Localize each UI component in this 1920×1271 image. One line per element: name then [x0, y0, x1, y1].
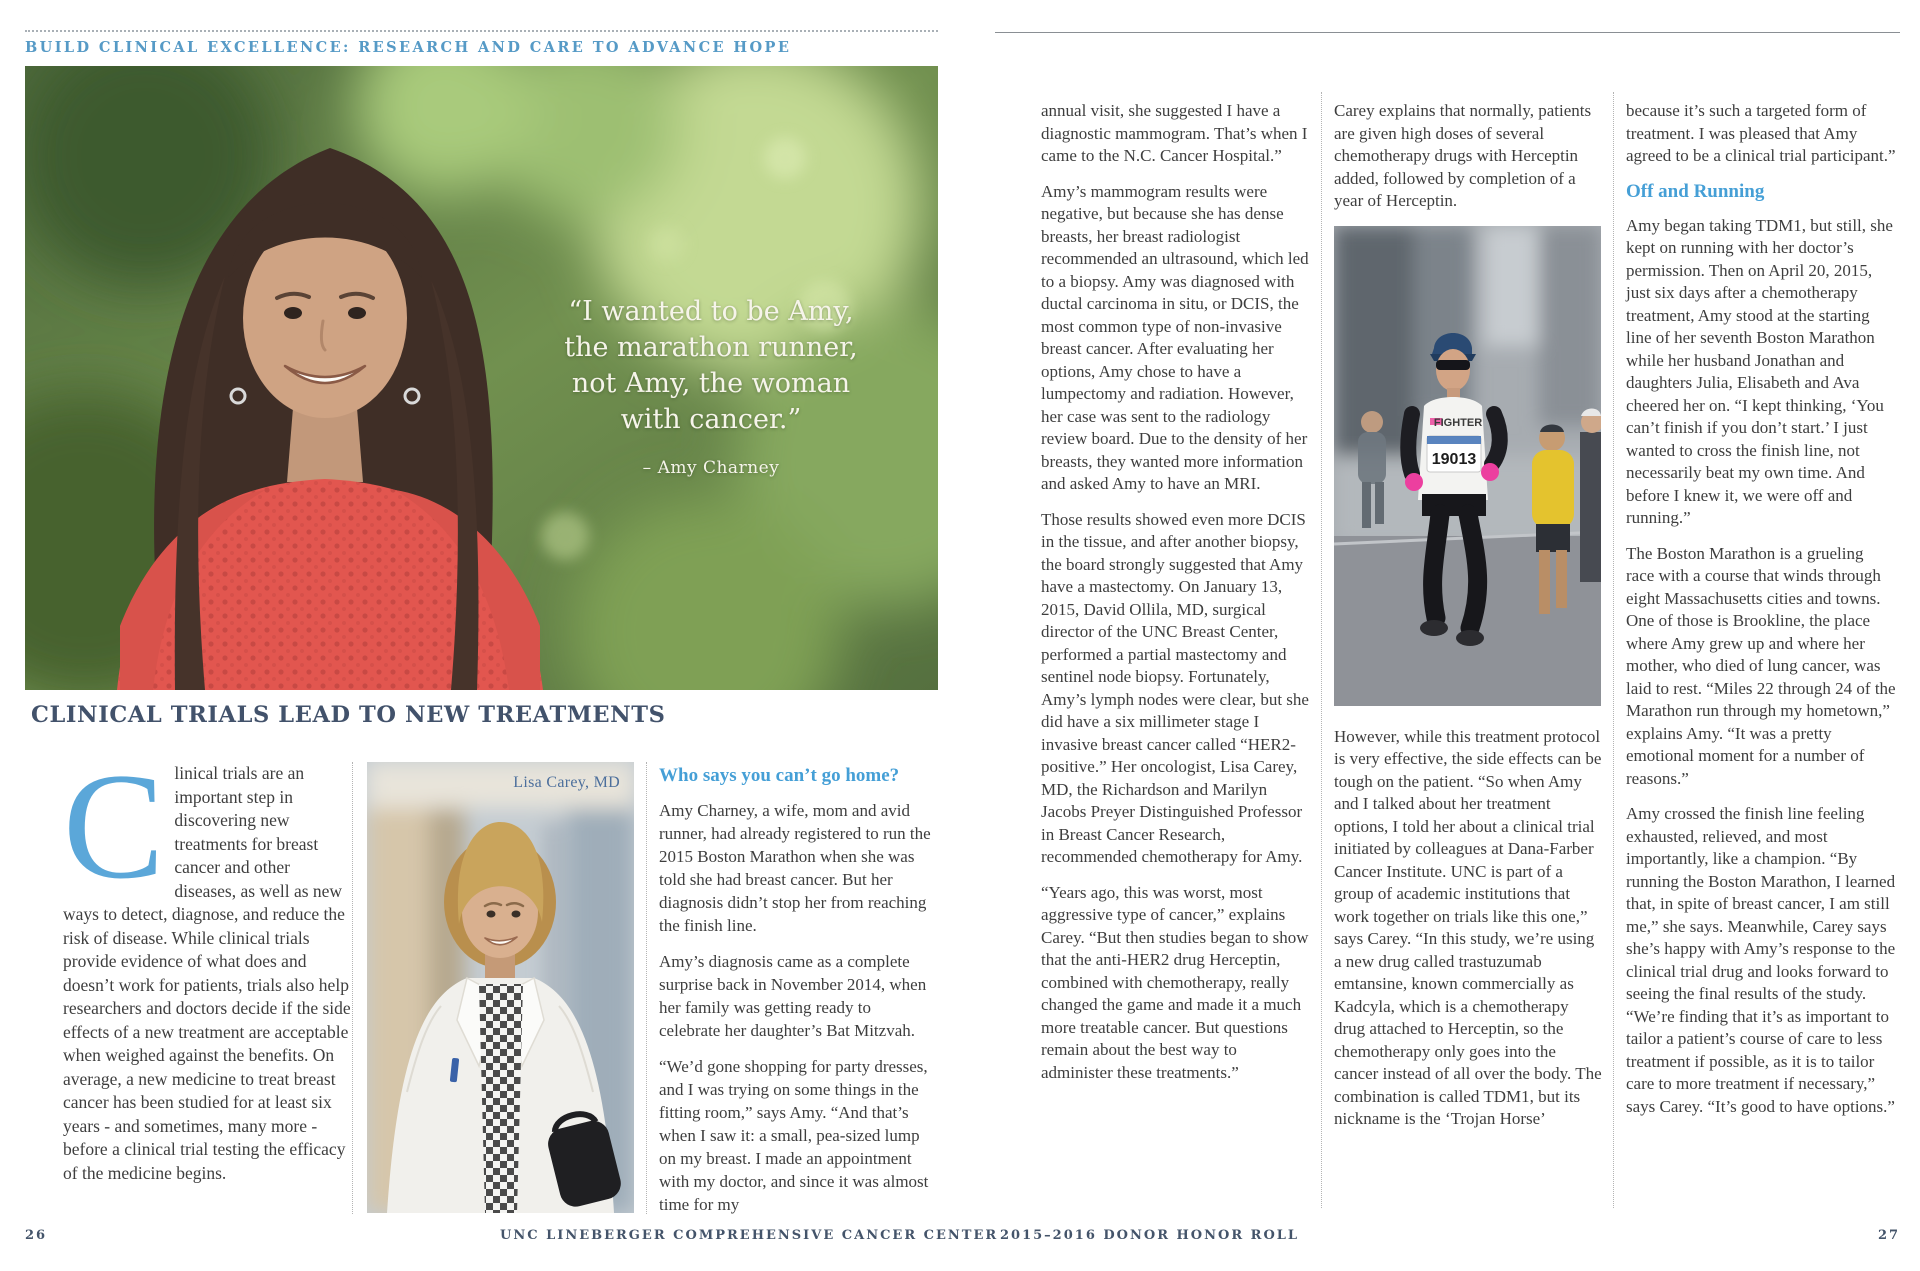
- body-paragraph: Amy Charney, a wife, mom and avid runner, had already registered to run the 2015 Boston Marathon when she was told she had breast cancer. But her diagnosis didn’t stop her from reaching the finish line.: [659, 801, 931, 935]
- column-divider: [646, 762, 647, 1214]
- section-eyebrow: BUILD CLINICAL EXCELLENCE: RESEARCH AND CARE TO ADVANCE HOPE: [25, 39, 792, 56]
- body-paragraph: However, while this treatment protocol is very effective, the side effects can be tough on the patient. “So when Amy and I talked about her treatment options, I told her about a clinical trial initiated by colleagues at Dana-Farber Cancer Institute. UNC is part of a group of academic institutions that work together on trials like this one,” says Carey. “In this study, we’re using a new drug called trastuzumab emtansine, known commercially as Kadcyla, which is a chemotherapy drug attached to Herceptin, so the chemotherapy only goes into the cancer instead of all over the body. The combination is called TDM1, but its nickname is the ‘Trojan Horse’: [1334, 726, 1602, 1128]
- quote-attribution: – Amy Charney: [642, 458, 780, 478]
- body-paragraph: The Boston Marathon is a grueling race with a course that winds through eight Massachusetts cities and towns. One of those is Brookline, the place where Amy grew up and where her mother, who died of lung cancer, was laid to rest. “Miles 22 through 24 of the Marathon run through my hometown,” explains Amy. “It was a pretty emotional moment for a number of reasons.”: [1626, 543, 1896, 788]
- carey-photo-illustration: [367, 762, 634, 1213]
- right-column-2: [1334, 100, 1602, 1144]
- body-paragraph: “Years ago, this was worst, most aggressive type of cancer,” explains Carey. “But then studies began to show that the anti-HER2 drug Herceptin, combined with chemotherapy, really changed the game and made it a much more treatable cancer. But questions remain about the best way to administer these treatments.”: [1041, 882, 1309, 1082]
- column-divider: [1321, 92, 1322, 1208]
- shirt-text: FIGHTER: [1433, 416, 1483, 429]
- quote-line: with cancer.”: [620, 404, 802, 435]
- intro-text: linical trials are an important step in discovering new treatments for breast cancer and other diseases, as well as new ways to detect, diagnose, and reduce the risk of disease. While clinical trials provide evidence of what does and doesn’t work for patients, trials also help researchers and doctors decide if the side effects of a new treatment are acceptable when weighed against the benefits. On average, a new medicine to treat breast cancer has been studied for at least six years - and sometimes, many more - before a clinical trial testing the efficacy of the medicine begins.: [63, 763, 351, 1183]
- body-paragraph: Amy began taking TDM1, but still, she kept on running with her doctor’s permission. Then on April 20, 2015, just six days after a chemotherapy treatment, Amy stood at the starting line of her seventh Boston Marathon while her husband Jonathan and daughters Julia, Elisabeth and Ava cheered her on. “I kept thinking, ‘You can’t finish if you don’t start.’ I just wanted to cross the finish line, not necessarily beat my own time. And before I knew it, we were off and running.”: [1626, 215, 1893, 527]
- body-paragraph: Amy crossed the finish line feeling exhausted, relieved, and most importantly, like a champion. “By running the Boston Marathon, I learned that, in spite of breast cancer, I am still me,” she says. Meanwhile, Carey says she’s happy with Amy’s response to the clinical trial drug and looks forward to seeing the final results of the study. “We’re finding that it’s as important to tailor a patient’s course of care to less treatment if possible, as it is to tailor care to more treatment if necessary,” says Carey. “It’s good to have options.”: [1626, 804, 1896, 1116]
- marathon-photo: [1334, 226, 1601, 706]
- article-headline: CLINICAL TRIALS LEAD TO NEW TREATMENTS: [31, 702, 666, 728]
- race-bib: [1427, 436, 1481, 472]
- pink-glove: [1481, 463, 1499, 481]
- hero-photo: [25, 66, 938, 690]
- home-subhead: Who says you can’t go home?: [659, 765, 900, 786]
- edge-runner: [1580, 408, 1601, 582]
- intro-paragraph: [63, 742, 351, 1185]
- footer-page-number-left: 26: [25, 1228, 48, 1243]
- marathon-photo-illustration: [1334, 226, 1601, 706]
- footer-edition: 2015–2016 DONOR HONOR ROLL: [1000, 1228, 1300, 1243]
- body-paragraph: Amy’s mammogram results were negative, but because she has dense breasts, her breast radiologist recommended an ultrasound, which led to a biopsy. Amy was diagnosed with ductal carcinoma in situ, or DCIS, the most common type of non-invasive breast cancer. After evaluating her options, Amy chose to have a lumpectomy and radiation. However, her case was sent to the radiology review board. Due to the density of her breasts, they wanted more information and asked Amy to have an MRI.: [1041, 181, 1309, 493]
- photo-caption: Lisa Carey, MD: [513, 774, 620, 791]
- intro-column: [63, 742, 351, 1185]
- column-divider: [352, 762, 353, 1214]
- quote-line: the marathon runner,: [564, 332, 858, 363]
- bib-number: 19013: [1431, 450, 1477, 468]
- carey-photo: [367, 762, 634, 1213]
- pink-glove: [1405, 473, 1423, 491]
- body-paragraph: because it’s such a targeted form of treatment. I was pleased that Amy agreed to be a clinical trial participant.”: [1626, 101, 1896, 165]
- drop-cap: C: [63, 742, 165, 910]
- column-divider: [1613, 92, 1614, 1208]
- quote-line: not Amy, the woman: [571, 368, 851, 399]
- body-paragraph: annual visit, she suggested I have a diagnostic mammogram. That’s when I came to the N.C. Cancer Hospital.”: [1041, 101, 1308, 165]
- quote-line: “I wanted to be Amy,: [568, 296, 854, 327]
- right-column-3: [1626, 100, 1896, 1131]
- body-paragraph: Those results showed even more DCIS in the tissue, and after another biopsy, the board strongly suggested that Amy have a mastectomy. On January 13, 2015, David Ollila, MD, surgical director of the UNC Breast Center, performed a partial mastectomy and sentinel node biopsy. Fortunately, Amy’s lymph nodes were clear, but she did have a six millimeter stage I invasive breast cancer called “HER2-positive.” Her oncologist, Lisa Carey, MD, the Richardson and Marilyn Jacobs Preyer Distinguished Professor in Breast Cancer Research, recommended chemotherapy for Amy.: [1041, 509, 1309, 866]
- body-paragraph: Carey explains that normally, patients are given high doses of several chemotherapy drugs with Herceptin added, followed by completion of a year of Herceptin.: [1334, 101, 1592, 210]
- body-paragraph: “We’d gone shopping for party dresses, and I was trying on some things in the fitting room,” says Amy. “And that’s when I saw it: a small, pea-sized lump on my breast. I made an appointment with my doctor, and since it was almost time for my: [659, 1057, 929, 1214]
- page-top-rule: [995, 32, 1900, 33]
- pull-quote: [555, 294, 867, 486]
- eyebrow-rule: [25, 30, 938, 56]
- off-running-subhead: Off and Running: [1626, 180, 1765, 202]
- footer-page-number-right: 27: [1878, 1228, 1901, 1243]
- footer-publication: UNC LINEBERGER COMPREHENSIVE CANCER CENTER: [500, 1228, 999, 1243]
- right-column-1: [1041, 100, 1311, 1097]
- home-column: [659, 765, 931, 1229]
- body-paragraph: Amy’s diagnosis came as a complete surprise back in November 2014, when her family was getting ready to celebrate her daughter’s Bat Mitzvah.: [659, 952, 927, 1040]
